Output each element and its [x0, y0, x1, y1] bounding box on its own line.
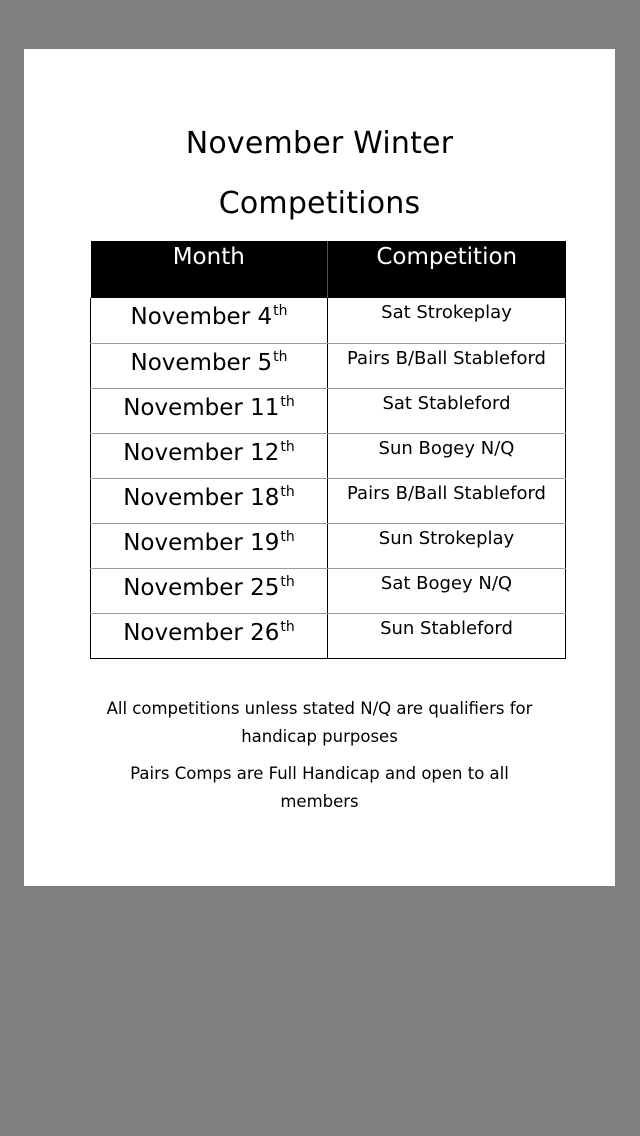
competition-cell: Sat Stableford — [328, 388, 566, 433]
month-date: November 19 — [123, 529, 280, 556]
competition-cell: Sun Strokeplay — [328, 523, 566, 568]
month-date: November 25 — [123, 574, 280, 601]
competition-cell: Sun Bogey N/Q — [328, 433, 566, 478]
ordinal-suffix: th — [280, 618, 295, 635]
table-row — [91, 613, 566, 658]
table-row — [91, 478, 566, 523]
table-row — [91, 568, 566, 613]
table-row — [91, 523, 566, 568]
month-date: November 26 — [123, 619, 280, 646]
month-cell — [91, 613, 328, 658]
month-cell — [91, 433, 328, 478]
pairs-note: Pairs Comps are Full Handicap and open to all members — [130, 764, 509, 811]
competition-cell: Sun Stableford — [328, 613, 566, 658]
column-header-competition: Competition — [328, 241, 566, 298]
document-title-line-1: November Winter — [185, 126, 454, 161]
month-date: November 5 — [130, 349, 273, 376]
ordinal-suffix: th — [280, 573, 295, 590]
ordinal-suffix: th — [280, 528, 295, 545]
month-date: November 12 — [123, 439, 280, 466]
document-page — [24, 49, 615, 886]
month-cell — [91, 298, 328, 343]
month-date: November 4 — [130, 304, 273, 330]
table-row — [91, 298, 566, 343]
month-cell — [91, 523, 328, 568]
document-title-line-2: Competitions — [218, 186, 421, 221]
month-cell — [91, 568, 328, 613]
competition-cell: Sat Bogey N/Q — [328, 568, 566, 613]
ordinal-suffix: th — [280, 438, 295, 455]
competition-table — [90, 241, 566, 659]
table-row — [91, 433, 566, 478]
table-header-row — [91, 241, 566, 298]
month-date: November 11 — [123, 394, 280, 421]
month-cell — [91, 478, 328, 523]
qualifier-note: All competitions unless stated N/Q are qualifiers for handicap purposes — [106, 699, 533, 746]
ordinal-suffix: th — [280, 393, 295, 410]
ordinal-suffix: th — [273, 303, 288, 319]
month-date: November 18 — [123, 484, 280, 511]
competition-cell: Sat Strokeplay — [328, 298, 566, 343]
table-row — [91, 388, 566, 433]
ordinal-suffix: th — [273, 348, 288, 365]
competition-cell: Pairs B/Ball Stableford — [328, 343, 566, 388]
competition-cell: Pairs B/Ball Stableford — [328, 478, 566, 523]
table-row — [91, 343, 566, 388]
column-header-month: Month — [91, 241, 328, 298]
month-cell — [91, 388, 328, 433]
ordinal-suffix: th — [280, 483, 295, 500]
month-cell — [91, 343, 328, 388]
